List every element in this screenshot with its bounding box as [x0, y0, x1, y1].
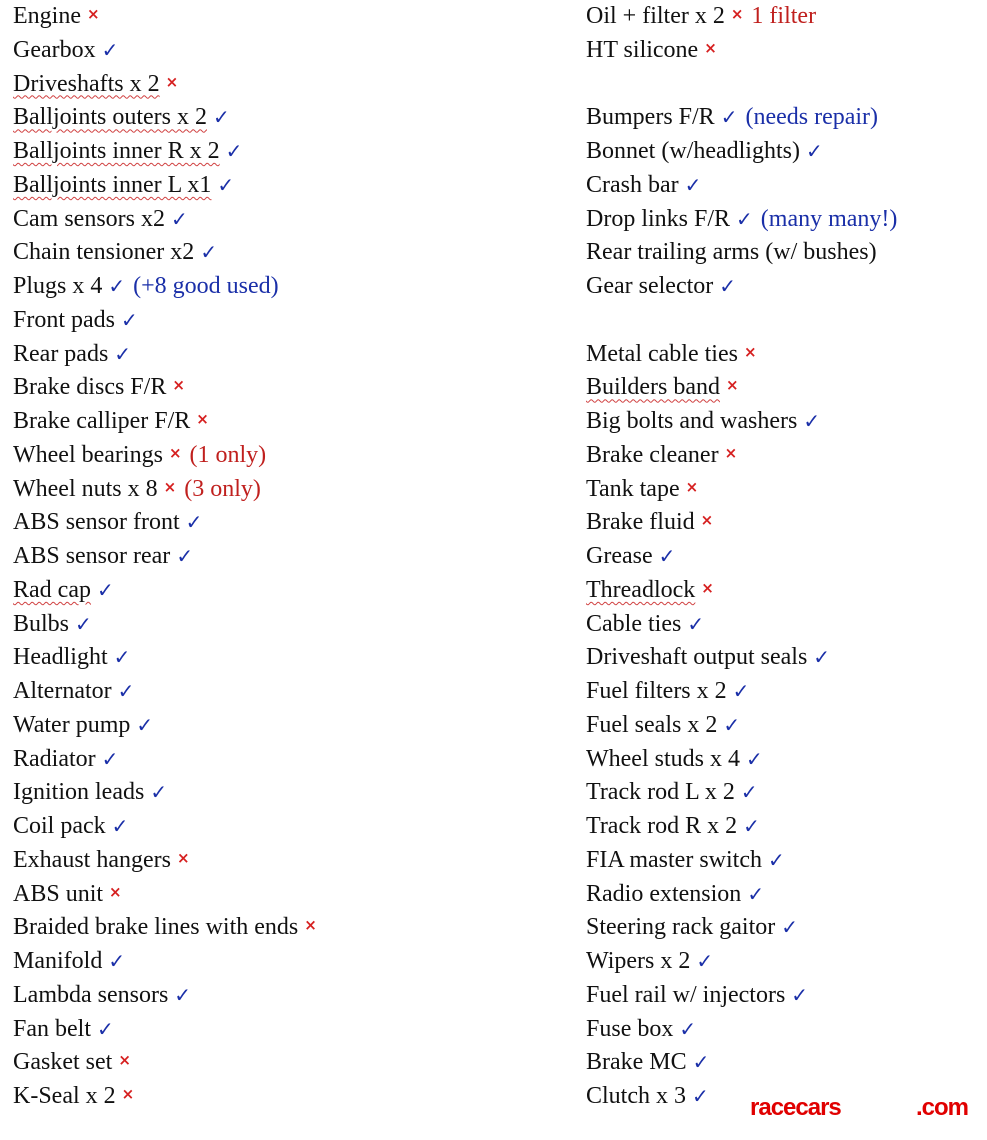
item-label: Brake MC: [586, 1049, 687, 1076]
item-note: (+8 good used): [133, 273, 279, 299]
list-item: [586, 169, 986, 203]
list-item: [13, 101, 573, 135]
check-icon: ✓: [692, 1084, 709, 1108]
list-item: [13, 709, 573, 743]
item-note: (needs repair): [745, 104, 879, 131]
check-icon: ✓: [679, 1016, 697, 1041]
list-item: [13, 34, 573, 68]
list-item: [586, 979, 986, 1013]
cross-icon: ×: [700, 511, 714, 530]
list-item: [13, 1046, 573, 1080]
list-item: [13, 641, 573, 675]
item-label: Engine: [13, 3, 81, 29]
item-label: Water pump: [13, 711, 131, 738]
cross-icon: ×: [172, 376, 185, 395]
cross-icon: ×: [118, 1051, 131, 1070]
item-label: Track rod R x 2: [586, 813, 738, 839]
list-item: [586, 844, 986, 878]
list-item: [586, 338, 986, 372]
check-icon: ✓: [213, 105, 230, 130]
left-column: [13, 0, 573, 1114]
list-item: [13, 68, 573, 102]
item-label: Brake calliper F/R: [13, 408, 191, 434]
list-item: [586, 506, 986, 540]
list-item: [586, 405, 986, 439]
list-item: [13, 270, 573, 304]
item-label: Cable ties: [586, 610, 682, 637]
blank-row: [586, 304, 986, 338]
check-icon: ✓: [805, 139, 823, 163]
list-item: [586, 675, 986, 709]
list-item: [13, 203, 573, 237]
list-item: [586, 270, 986, 304]
check-icon: ✓: [200, 240, 218, 265]
item-label: Crash bar: [586, 171, 679, 198]
list-item: [586, 776, 986, 810]
check-icon: ✓: [108, 274, 126, 298]
item-label: K-Seal x 2: [13, 1083, 116, 1109]
list-item: [13, 439, 573, 473]
list-item: [586, 709, 986, 743]
check-icon: ✓: [740, 780, 758, 805]
check-icon: ✓: [101, 37, 119, 62]
list-item: [586, 641, 986, 675]
list-item: [13, 911, 573, 945]
watermark-logo: [750, 1094, 975, 1130]
list-item: [13, 236, 573, 270]
check-icon: ✓: [684, 172, 702, 197]
item-label: Balljoints inner R x 2: [13, 138, 220, 164]
blank-row: [586, 68, 986, 102]
cross-icon: ×: [730, 5, 744, 23]
item-label: Fan belt: [13, 1015, 91, 1042]
check-icon: ✓: [781, 915, 799, 940]
cross-icon: ×: [704, 38, 717, 57]
item-label: Wheel bearings: [13, 441, 163, 468]
item-label: Alternator: [13, 678, 112, 704]
item-label: Big bolts and washers: [586, 408, 798, 434]
item-label: Drop links F/R: [586, 205, 731, 232]
list-item: [586, 371, 986, 405]
check-icon: ✓: [150, 780, 168, 805]
item-label: Brake fluid: [586, 509, 695, 536]
item-label: Bonnet (w/headlights): [586, 138, 800, 164]
item-label: Exhaust hangers: [13, 846, 171, 873]
list-item: [586, 1013, 986, 1047]
item-label: Balljoints outers x 2: [13, 104, 207, 131]
check-icon: ✓: [687, 611, 705, 636]
list-item: [13, 1013, 573, 1047]
list-item: [13, 506, 573, 540]
cross-icon: ×: [168, 443, 182, 462]
list-item: [586, 34, 986, 68]
item-label: Wheel studs x 4: [586, 745, 740, 772]
check-icon: ✓: [791, 982, 809, 1007]
item-label: ABS sensor rear: [13, 543, 171, 569]
item-note: (3 only): [184, 475, 261, 502]
list-item: [13, 304, 573, 338]
check-icon: ✓: [743, 814, 760, 838]
item-label: Bumpers F/R: [586, 104, 715, 131]
list-item: [13, 844, 573, 878]
item-label: Balljoints inner L x1: [13, 171, 212, 198]
list-item: [13, 574, 573, 608]
check-icon: ✓: [171, 206, 188, 231]
item-label: Fuel rail w/ injectors: [586, 981, 786, 1008]
list-item: [586, 540, 986, 574]
list-item: [13, 945, 573, 979]
check-icon: ✓: [101, 746, 119, 771]
list-item: [13, 0, 573, 34]
list-item: [586, 608, 986, 642]
list-item: [13, 608, 573, 642]
item-label: Brake cleaner: [586, 441, 719, 468]
item-label: Coil pack: [13, 813, 106, 839]
check-icon: ✓: [108, 949, 126, 973]
item-label: ABS unit: [13, 880, 104, 907]
cross-icon: ×: [165, 72, 179, 91]
item-label: Steering rack gaitor: [586, 914, 776, 941]
list-item: [586, 135, 986, 169]
check-icon: ✓: [136, 712, 154, 737]
list-item: [13, 169, 573, 203]
item-label: Wheel nuts x 8: [13, 475, 158, 502]
cross-icon: ×: [86, 5, 100, 23]
list-item: [586, 203, 986, 237]
watermark-part-1: racecars: [750, 1094, 841, 1121]
item-label: Gasket set: [13, 1049, 113, 1076]
list-item: [13, 540, 573, 574]
item-label: Threadlock: [586, 576, 696, 603]
check-icon: ✓: [813, 645, 831, 670]
check-icon: ✓: [723, 712, 741, 737]
cross-icon: ×: [743, 342, 757, 361]
cross-icon: ×: [724, 443, 738, 462]
list-item: [586, 1046, 986, 1080]
list-item: [13, 776, 573, 810]
cross-icon: ×: [685, 477, 699, 496]
cross-icon: ×: [725, 376, 739, 395]
list-item: [13, 675, 573, 709]
check-icon: ✓: [747, 881, 765, 906]
list-item: [13, 810, 573, 844]
list-item: [13, 979, 573, 1013]
list-item: [13, 371, 573, 405]
item-label: Brake discs F/R: [13, 374, 167, 401]
item-label: Driveshaft output seals: [586, 644, 808, 671]
item-label: Oil + filter x 2: [586, 3, 725, 29]
cross-icon: ×: [121, 1085, 135, 1103]
list-item: [586, 439, 986, 473]
check-icon: ✓: [732, 679, 750, 703]
list-item: [586, 0, 986, 34]
check-icon: ✓: [75, 611, 92, 636]
check-icon: ✓: [217, 172, 235, 197]
item-label: Radiator: [13, 745, 96, 772]
item-label: Chain tensioner x2: [13, 239, 195, 266]
item-label: Manifold: [13, 948, 103, 974]
list-item: [586, 236, 986, 270]
item-label: Gearbox: [13, 36, 96, 63]
check-icon: ✓: [121, 307, 138, 332]
item-label: Braided brake lines with ends: [13, 914, 299, 941]
check-icon: ✓: [117, 679, 135, 703]
list-item: [13, 878, 573, 912]
list-item: [586, 810, 986, 844]
item-label: ABS sensor front: [13, 509, 180, 536]
item-label: Front pads: [13, 306, 115, 333]
cross-icon: ×: [701, 578, 714, 597]
item-label: Clutch x 3: [586, 1083, 686, 1109]
check-icon: ✓: [174, 982, 192, 1007]
item-note: (1 only): [189, 441, 267, 468]
check-icon: ✓: [803, 409, 821, 433]
cross-icon: ×: [163, 477, 177, 496]
check-icon: ✓: [720, 105, 738, 130]
item-label: Rear pads: [13, 340, 109, 367]
item-label: Fuel filters x 2: [586, 678, 727, 704]
list-item: [13, 135, 573, 169]
check-icon: ✓: [658, 544, 676, 568]
item-label: Fuel seals x 2: [586, 711, 718, 738]
check-icon: ✓: [736, 206, 753, 231]
item-label: Metal cable ties: [586, 340, 738, 367]
item-note: 1 filter: [751, 3, 817, 29]
cross-icon: ×: [196, 410, 209, 428]
check-icon: ✓: [225, 139, 243, 163]
check-icon: ✓: [745, 746, 763, 771]
item-label: Track rod L x 2: [586, 779, 735, 806]
item-label: Grease: [586, 543, 653, 569]
list-item: [13, 1080, 573, 1114]
check-icon: ✓: [96, 577, 114, 602]
item-label: Ignition leads: [13, 779, 145, 806]
check-icon: ✓: [113, 645, 131, 670]
item-label: Headlight: [13, 644, 108, 671]
item-label: Lambda sensors: [13, 981, 169, 1008]
item-label: Cam sensors x2: [13, 205, 165, 232]
list-item: [586, 473, 986, 507]
item-label: Bulbs: [13, 610, 70, 637]
item-label: Fuse box: [586, 1015, 674, 1042]
check-icon: ✓: [176, 544, 194, 568]
list-item: [586, 878, 986, 912]
check-icon: ✓: [692, 1050, 710, 1075]
check-icon: ✓: [185, 510, 203, 535]
item-label: Gear selector: [586, 273, 714, 299]
check-icon: ✓: [696, 949, 714, 973]
check-icon: ✓: [719, 274, 737, 298]
item-label: Driveshafts x 2: [13, 70, 160, 97]
item-label: Radio extension: [586, 880, 742, 907]
list-item: [586, 911, 986, 945]
check-icon: ✓: [97, 1016, 114, 1041]
list-item: [13, 338, 573, 372]
item-note: (many many!): [760, 205, 898, 232]
cross-icon: ×: [304, 916, 317, 935]
list-item: [13, 473, 573, 507]
list-item: [13, 743, 573, 777]
item-label: Rear trailing arms (w/ bushes): [586, 239, 877, 266]
item-label: Tank tape: [586, 475, 680, 502]
list-item: [586, 101, 986, 135]
item-label: Plugs x 4: [13, 273, 103, 299]
list-item: [586, 574, 986, 608]
item-label: Rad cap: [13, 576, 91, 603]
list-item: [586, 743, 986, 777]
watermark-part-2: .com: [916, 1094, 969, 1121]
cross-icon: ×: [176, 848, 190, 867]
item-label: HT silicone: [586, 36, 699, 63]
check-icon: ✓: [767, 847, 785, 872]
list-item: [13, 405, 573, 439]
check-icon: ✓: [111, 814, 129, 838]
item-label: FIA master switch: [586, 846, 762, 873]
cross-icon: ×: [109, 882, 122, 901]
item-label: Builders band: [586, 374, 720, 401]
list-item: [586, 945, 986, 979]
right-column: [586, 0, 986, 1114]
item-label: Wipers x 2: [586, 948, 691, 974]
check-icon: ✓: [114, 341, 132, 366]
